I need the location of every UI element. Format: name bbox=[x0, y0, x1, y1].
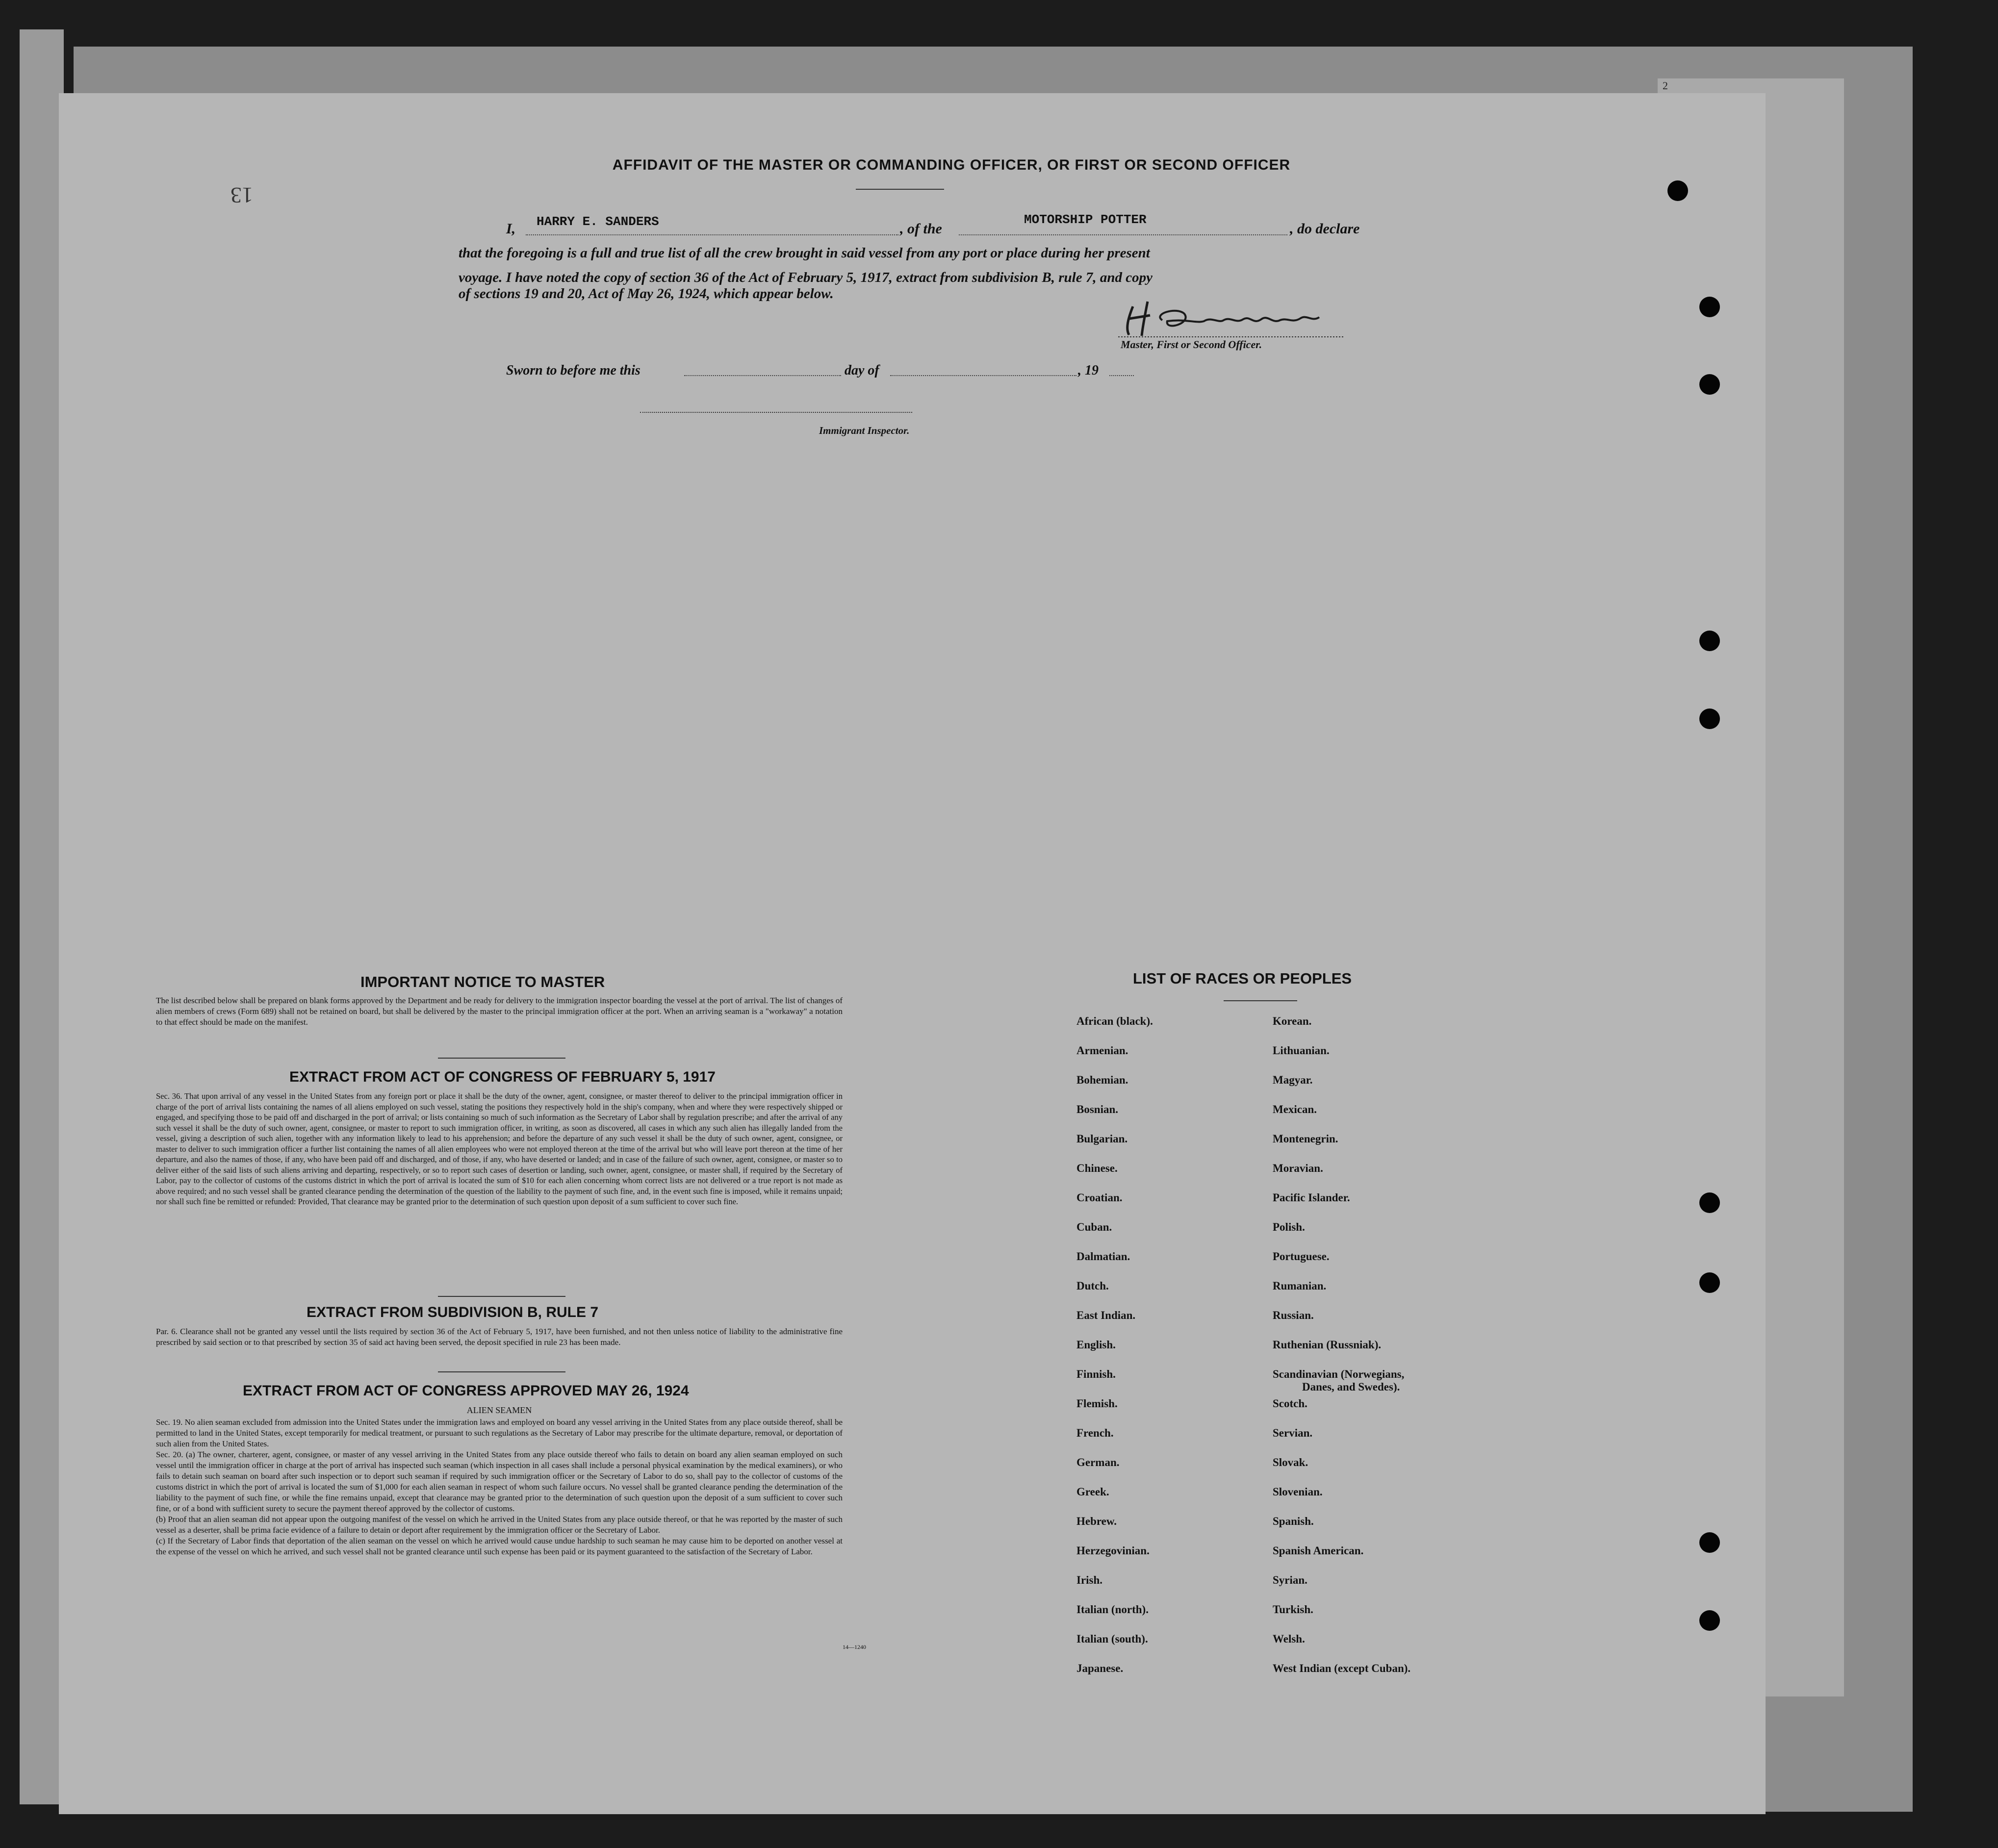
notice-body: The list described below shall be prepared on blank forms approved by the Department and be ready for delivery to the immigration inspector boarding the vessel at the port of arrival. The list of changes of alien members of crews (Form 689) shall not be retained on board, but shall be delivered by the master to the principal immigration officer at the port. When an arriving seaman is a "workaway" a notation to that effect should be made on the manifest. bbox=[156, 996, 843, 1027]
race-item-right: Russian. bbox=[1273, 1309, 1314, 1321]
race-item-left: French. bbox=[1076, 1427, 1114, 1439]
race-item-left: Hebrew. bbox=[1076, 1515, 1117, 1527]
title-divider bbox=[856, 189, 944, 190]
notice-title: IMPORTANT NOTICE TO MASTER bbox=[360, 973, 605, 990]
affidavit-title: AFFIDAVIT OF THE MASTER OR COMMANDING OFFICER, OR FIRST OR SECOND OFFICER bbox=[612, 157, 1291, 173]
sec-20a-paragraph: Sec. 20. (a) The owner, charterer, agent, consignee, or master of any vessel arriving in the United States from any place outside thereof who fails to detain on board any alien seaman employed on such vessel until the immigration officer in charge at the port of arrival has inspected such seaman (which inspection in all cases shall include a personal physical examination by the medical examiners), or who fails to detain such seaman on board after such inspection or to deport such seaman if required by such immigration officer or the Secretary of Labor to do so, shall pay to the collector of customs of the customs district in which the port of arrival is located the sum of $1,000 for each alien seaman in respect of whom such failure occurs. No vessel shall be granted clearance pending the determination of the liability to the payment of such fine, or while the fine remains unpaid, except that clearance may be granted prior to the determination of such question upon the deposit of a sum sufficient to cover such fine, or of a bond with sufficient surety to secure the payment thereof approved by the collector of customs. bbox=[156, 1450, 843, 1513]
punch-hole bbox=[1699, 631, 1720, 651]
race-item-left: English. bbox=[1076, 1339, 1116, 1351]
officer-name: HARRY E. SANDERS bbox=[537, 214, 659, 229]
race-item-right: Pacific Islander. bbox=[1273, 1191, 1350, 1204]
race-item-right: Moravian. bbox=[1273, 1162, 1323, 1174]
race-item-left: Italian (north). bbox=[1076, 1603, 1149, 1616]
sworn-text: Sworn to before me this bbox=[506, 363, 640, 378]
sworn-day-of: day of bbox=[845, 363, 879, 378]
punch-hole bbox=[1699, 1192, 1720, 1213]
race-item-right: Montenegrin. bbox=[1273, 1133, 1338, 1145]
race-item-right: Scotch. bbox=[1273, 1397, 1307, 1410]
races-title: LIST OF RACES OR PEOPLES bbox=[1133, 970, 1352, 987]
punch-hole bbox=[1699, 1272, 1720, 1293]
extract-1917-body: Sec. 36. That upon arrival of any vessel in the United States from any foreign port or place it shall be the duty of the owner, agent, consignee, or master thereof to deliver to the principal immigration officer in charge of the port of arrival lists containing the names of all aliens employed on such vessel, stating the positions they respectively hold in the ship's company, when and where they were respectively shipped or engaged, and specifying those to be paid off and discharged in the port of arrival; or lists containing so much of such information as the Secretary of Labor shall by regulation prescribe; and after the arrival of any such vessel it shall be the duty of such owner, agent, consignee, or master to report to such immigration officer, in writing, as soon as discovered, all cases in which any such alien has illegally landed from the vessel, giving a description of such alien, together with any information likely to lead to his apprehension; and before the departure of any such vessel it shall be the duty of such owner, agent, consignee, or master to deliver to such immigration officer a further list containing the names of all alien employees who were not employed thereon at the time of the arrival but who will leave port thereon at the time of her departure, and also the names of those, if any, who have been paid off and discharged, and of those, if any, who have deserted or landed; and in case of the failure of such owner, agent, consignee, or master so to deliver either of the said lists of such aliens arriving and departing, respectively, or so to report such cases of desertion or landing, such owner, agent, consignee, or master shall, if required by the Secretary of Labor, pay to the collector of customs of the customs district in which the port of arrival is located the sum of $10 for each alien concerning whom correct lists are not delivered or a true report is not made as above required; and no such vessel shall be granted clearance pending the determination of the question of the liability to the payment of such fine, and, in the event such fine is imposed, while it remains unpaid; nor shall such fine be remitted or refunded: Provided, That clearance may be granted prior to the determination of such question upon deposit of a sum sufficient to cover such fine. bbox=[156, 1091, 843, 1206]
race-item-right: Portuguese. bbox=[1273, 1250, 1330, 1263]
affidavit-i: I, bbox=[506, 221, 516, 237]
race-item-left: Dutch. bbox=[1076, 1280, 1109, 1292]
affidavit-line-4: of sections 19 and 20, Act of May 26, 1924, which appear below. bbox=[459, 286, 834, 302]
race-item-left: Cuban. bbox=[1076, 1221, 1112, 1233]
race-item-right: Welsh. bbox=[1273, 1633, 1305, 1645]
sworn-day-blank bbox=[684, 375, 841, 376]
vessel-blank bbox=[959, 234, 1287, 235]
race-item-left: Greek. bbox=[1076, 1486, 1109, 1498]
vessel-name: MOTORSHIP POTTER bbox=[1024, 212, 1147, 227]
race-item-right: Servian. bbox=[1273, 1427, 1313, 1439]
name-blank bbox=[526, 234, 898, 235]
races-list bbox=[1076, 1015, 1430, 1677]
race-item-left: Armenian. bbox=[1076, 1044, 1128, 1057]
race-item-left: Italian (south). bbox=[1076, 1633, 1148, 1645]
race-item-left: Herzegovinian. bbox=[1076, 1544, 1150, 1557]
race-item-right: Polish. bbox=[1273, 1221, 1305, 1233]
punch-hole bbox=[1699, 709, 1720, 729]
race-item-left: African (black). bbox=[1076, 1015, 1153, 1027]
punch-hole bbox=[1667, 180, 1688, 201]
race-item-right: Magyar. bbox=[1273, 1074, 1313, 1086]
punch-hole bbox=[1699, 1532, 1720, 1553]
form-number: 14—1240 bbox=[843, 1644, 866, 1650]
race-item-left: Bohemian. bbox=[1076, 1074, 1128, 1086]
signature-caption: Master, First or Second Officer. bbox=[1121, 338, 1262, 351]
affidavit-line-2: that the foregoing is a full and true list of all the crew brought in said vessel from any port or place during her present bbox=[459, 245, 1150, 261]
extract-1924-subtitle: ALIEN SEAMEN bbox=[466, 1405, 532, 1415]
sworn-month-blank bbox=[890, 375, 1076, 376]
race-item-left: East Indian. bbox=[1076, 1309, 1136, 1321]
extract-rule7-title: EXTRACT FROM SUBDIVISION B, RULE 7 bbox=[307, 1304, 599, 1320]
race-item-right: Spanish. bbox=[1273, 1515, 1314, 1527]
race-item-right: Lithuanian. bbox=[1273, 1044, 1330, 1057]
inspector-label: Immigrant Inspector. bbox=[819, 425, 910, 436]
divider bbox=[438, 1296, 565, 1297]
sec-20c-paragraph: (c) If the Secretary of Labor finds that deportation of the alien seaman on the vessel on which he arrived would cause undue hardship to such seaman he may cause him to be deported on another vessel at the expense of the vessel on which he arrived, and such vessel shall not be granted clearance until such expense has been paid or its payment guaranteed to the satisfaction of the Secretary of Labor. bbox=[156, 1536, 843, 1556]
race-item-right: Slovak. bbox=[1273, 1456, 1308, 1468]
extract-rule7-body: Par. 6. Clearance shall not be granted any vessel until the lists required by section 36 of the Act of February 5, 1917, have been furnished, and not then unless notice of liability to the administrative fine prescribed by said section or to that prescribed by section 35 of said act having been served, the deposit specified in rule 23 has been made. bbox=[156, 1327, 843, 1347]
race-item-left: Japanese. bbox=[1076, 1662, 1124, 1674]
extract-1924-body bbox=[156, 1417, 843, 1557]
race-item-right: Ruthenian (Russniak). bbox=[1273, 1339, 1382, 1351]
race-item-left: German. bbox=[1076, 1456, 1120, 1468]
race-item-left: Flemish. bbox=[1076, 1397, 1118, 1410]
page-corner-number: 2 bbox=[1663, 79, 1668, 92]
punch-hole bbox=[1699, 374, 1720, 395]
race-item-left: Irish. bbox=[1076, 1574, 1103, 1586]
extract-1924-title: EXTRACT FROM ACT OF CONGRESS APPROVED MAY 26, 1924 bbox=[243, 1383, 689, 1399]
race-item-continuation: Danes, and Swedes). bbox=[1302, 1381, 1400, 1393]
divider bbox=[438, 1058, 565, 1059]
divider bbox=[438, 1371, 565, 1372]
margin-mark: 13 bbox=[231, 183, 253, 208]
inspector-signature-line bbox=[640, 412, 912, 413]
race-item-left: Chinese. bbox=[1076, 1162, 1118, 1174]
divider bbox=[1224, 1000, 1297, 1001]
sworn-year: , 19 bbox=[1078, 363, 1099, 378]
race-item-right: Syrian. bbox=[1273, 1574, 1307, 1586]
sec-20b-paragraph: (b) Proof that an alien seaman did not appear upon the outgoing manifest of the vessel on which he arrived in the United States from any place outside thereof, or that he was reported by the master of such vessel as a deserter, shall be prima facie evidence of a failure to detain or deport after requirement by the immigration officer or the Secretary of Labor. bbox=[156, 1515, 843, 1535]
race-item-right: Slovenian. bbox=[1273, 1486, 1323, 1498]
race-item-right: Mexican. bbox=[1273, 1103, 1317, 1115]
race-item-right: Korean. bbox=[1273, 1015, 1312, 1027]
race-item-left: Croatian. bbox=[1076, 1191, 1123, 1204]
race-item-left: Dalmatian. bbox=[1076, 1250, 1130, 1263]
race-item-right: Turkish. bbox=[1273, 1603, 1313, 1616]
punch-hole bbox=[1699, 297, 1720, 317]
race-item-left: Bulgarian. bbox=[1076, 1133, 1128, 1145]
race-item-right: Scandinavian (Norwegians, bbox=[1273, 1368, 1405, 1380]
punch-hole bbox=[1699, 1610, 1720, 1631]
affidavit-line-3: voyage. I have noted the copy of section 36 of the Act of February 5, 1917, extract from subdivision B, rule 7, and copy bbox=[459, 270, 1153, 285]
race-item-right: West Indian (except Cuban). bbox=[1273, 1662, 1411, 1674]
extract-1917-title: EXTRACT FROM ACT OF CONGRESS OF FEBRUARY 5, 1917 bbox=[289, 1069, 716, 1085]
affidavit-of-the: , of the bbox=[900, 221, 942, 237]
sworn-year-blank bbox=[1109, 375, 1134, 376]
handwritten-signature bbox=[1118, 297, 1344, 341]
race-item-left: Finnish. bbox=[1076, 1368, 1116, 1380]
race-item-left: Bosnian. bbox=[1076, 1103, 1119, 1115]
affidavit-declare: , do declare bbox=[1290, 221, 1360, 237]
page-edge-strip bbox=[20, 29, 64, 1804]
race-item-right: Rumanian. bbox=[1273, 1280, 1327, 1292]
race-item-right: Spanish American. bbox=[1273, 1544, 1364, 1557]
sec-19-paragraph: Sec. 19. No alien seaman excluded from admission into the United States under the immigration laws and employed on board any vessel arriving in the United States from any place outside thereof, shall be permitted to land in the United States, except temporarily for medical treatment, or pursuant to such regulations as the Secretary of Labor may prescribe for the ultimate departure, removal, or deportation of such alien from the United States. bbox=[156, 1418, 843, 1448]
